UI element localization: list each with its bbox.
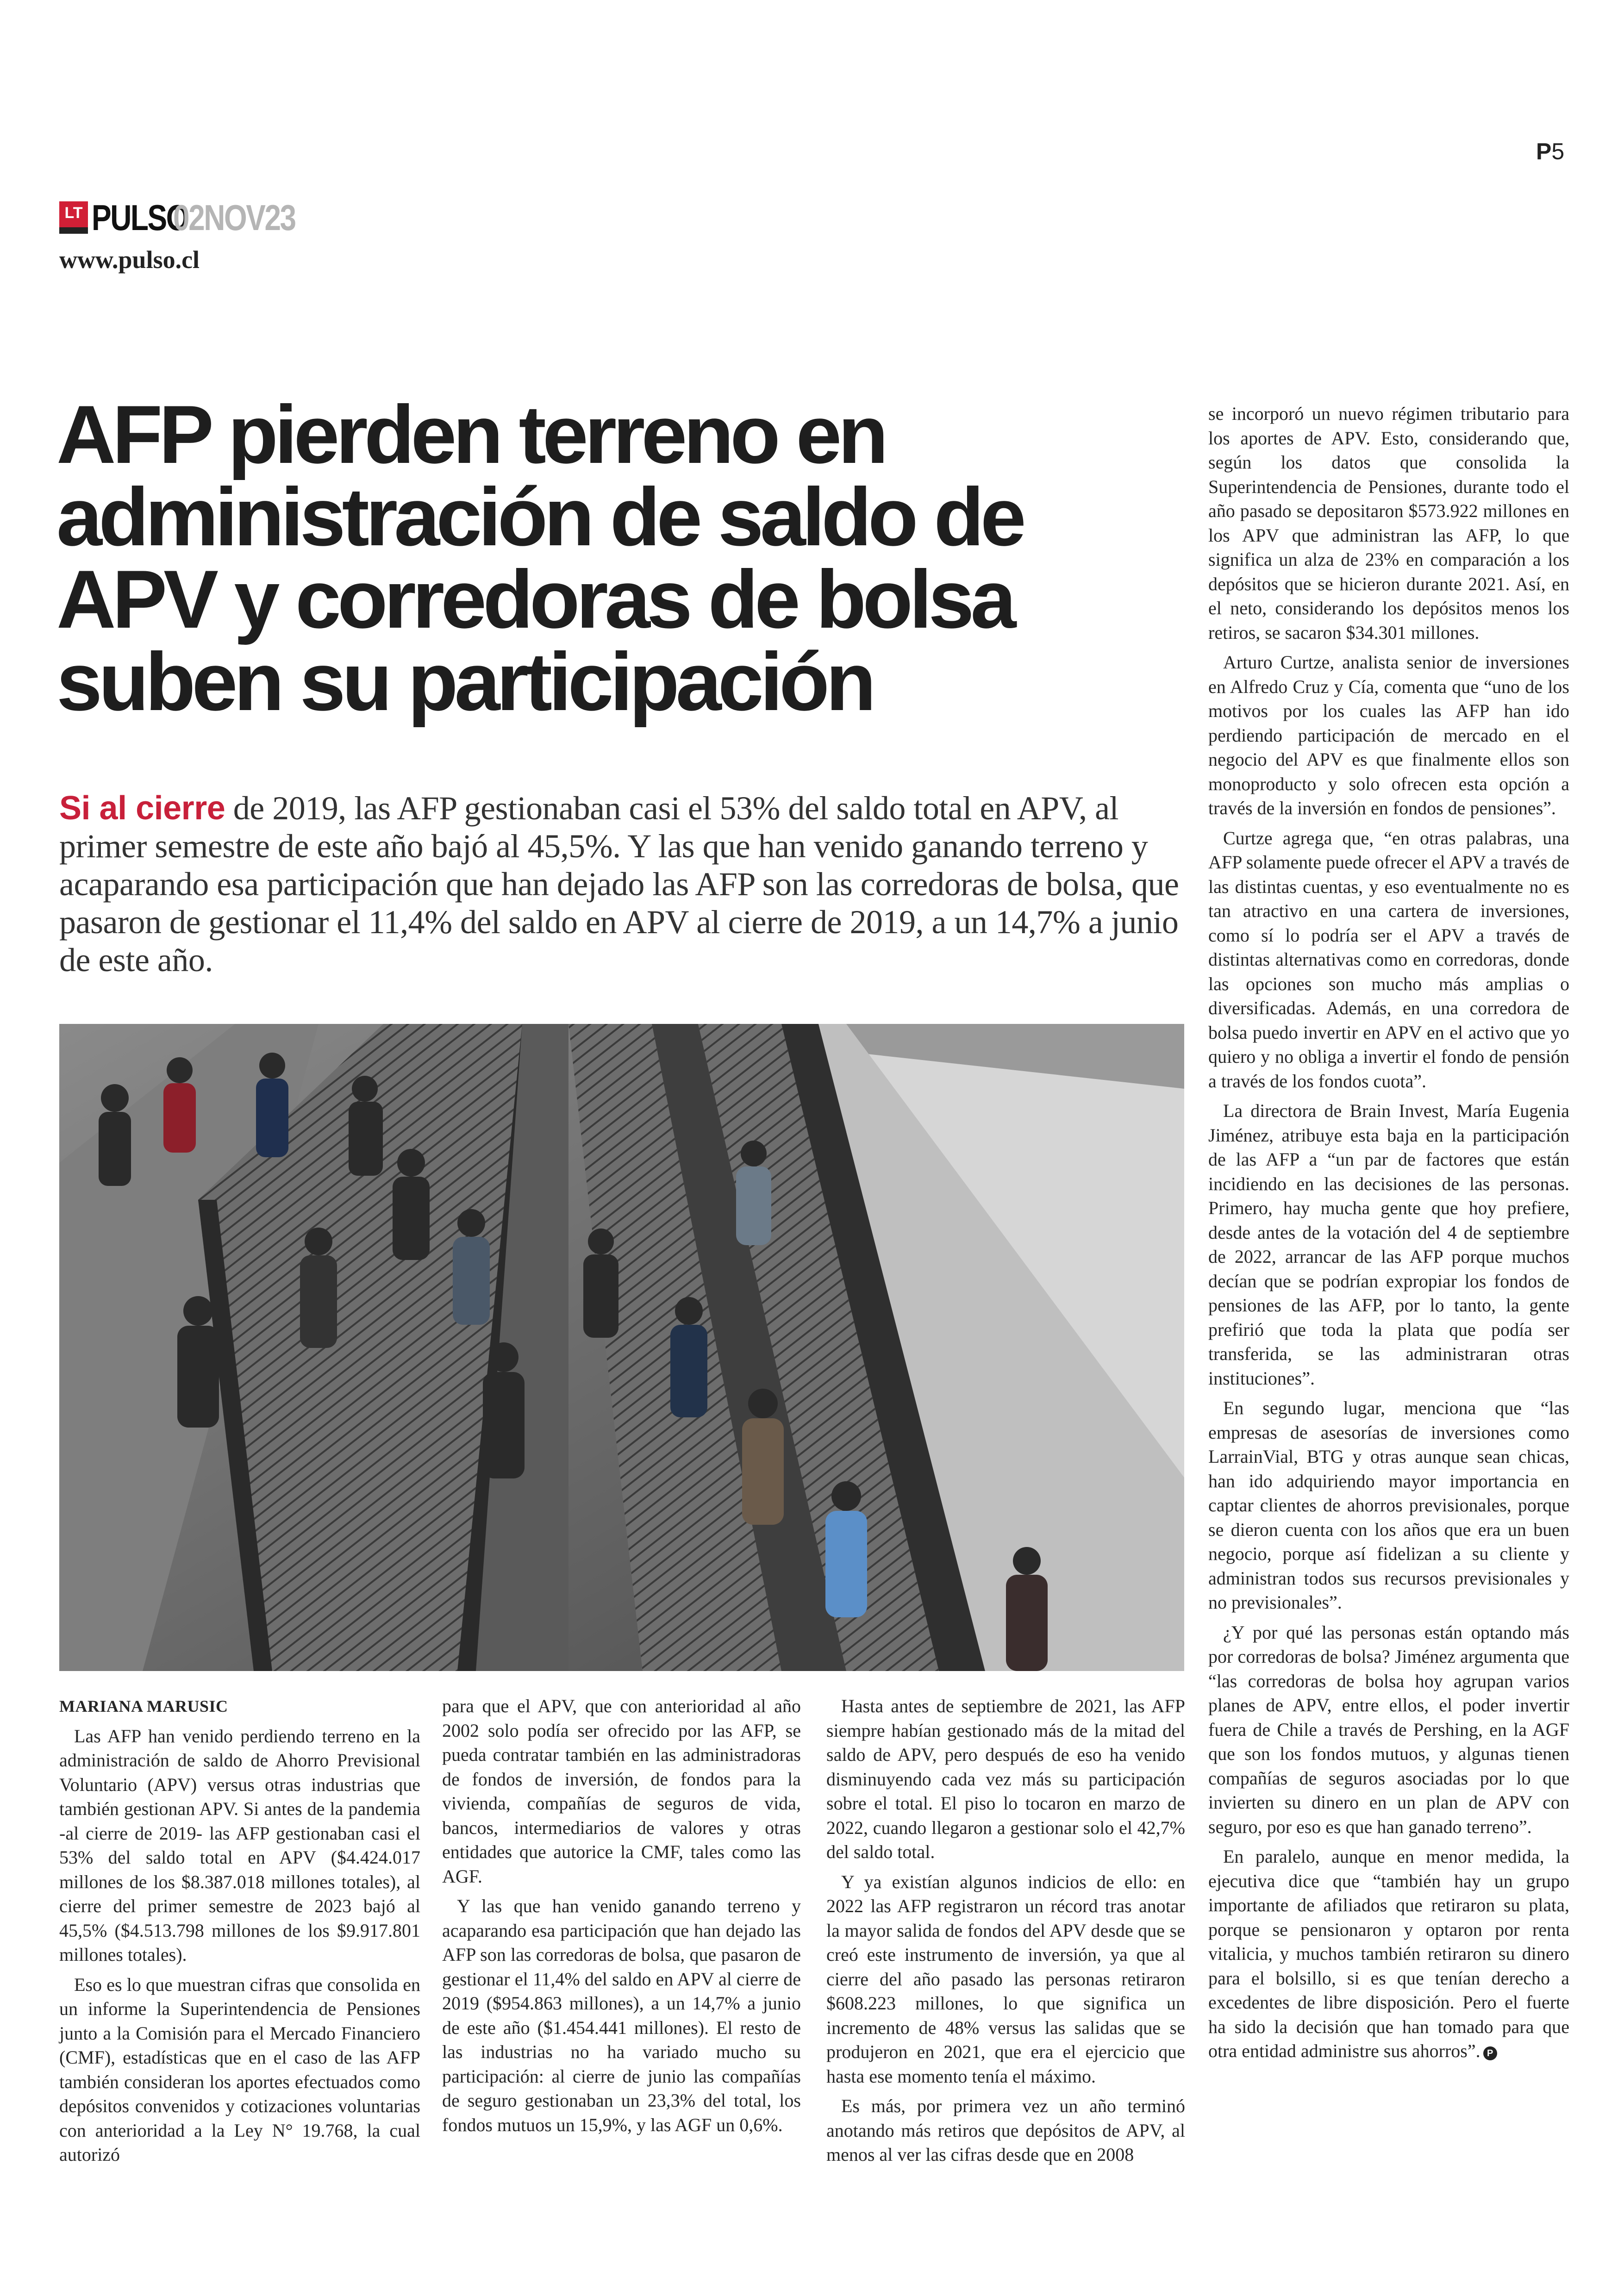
escalator-photo-illustration	[59, 1024, 1184, 1671]
masthead	[59, 199, 322, 236]
body-paragraph: Hasta antes de septiembre de 2021, las AFP siempre habían gestionado más de la mitad del saldo de APV, pero después de eso ha venido disminuyendo cada vez más su participación sobre el total. El piso lo tocaron en marzo de 2022, cuando llegaron a gestionar solo el 42,7% del saldo total.	[826, 1696, 1185, 1862]
end-mark-icon: P	[1483, 2046, 1497, 2060]
body-column-1	[59, 1694, 420, 2173]
body-column-3	[826, 1694, 1185, 2173]
page-number-value: 5	[1551, 138, 1565, 164]
issue-date: 02NOV23	[173, 197, 295, 238]
body-paragraph: Y ya existían algunos indicios de ello: en 2022 las AFP registraron un récord tras anotar la mayor salida de fondos del APV desde que se creó este instrumento de inversión, ya que al cierre del año pasado las personas retiraron $608.223 millones, lo que significa un incremento de 48% versus las salidas que se produjeron en 2021, que era el ejercicio que hasta ese momento tenía el máximo.	[826, 1871, 1185, 2087]
body-paragraph: En segundo lugar, menciona que “las empresas de asesorías de inversiones como LarrainVial, BTG y otras aunque sean chicas, han ido adquiriendo mayor importancia en captar clientes de ahorros previsionales, porque se dieron cuenta con los años que era un buen negocio, porque así fidelizan a su cliente y administran todos sus recursos previsionales y no previsionales”.	[1208, 1397, 1569, 1613]
site-url[interactable]: www.pulso.cl	[59, 246, 200, 274]
escalator-photo	[59, 1024, 1184, 1671]
byline: MARIANA MARUSIC	[59, 1697, 228, 1715]
body-paragraph: para que el APV, que con anterioridad al año 2002 solo podía ser ofrecido por las AFP, se pueda contratar también en las administradoras de fondos de inversión, de fondos para la vivienda, compañías de seguros de vida, bancos, intermediarios de valores y otras entidades que autorice la CMF, tales como las AGF.	[442, 1696, 801, 1887]
page-number	[1536, 138, 1564, 165]
body-column-4	[1208, 402, 1569, 2069]
body-paragraph: se incorporó un nuevo régimen tributario para los aportes de APV. Esto, considerando que, según los datos que consolida la Superintendencia de Pensiones, durante todo el año pasado se depositaron $573.922 millones en los APV que administran las AFP, lo que significa un alza de 23% en comparación a los depósitos que se hicieron durante 2021. Así, en el neto, considerando los depósitos menos los retiros, se sacaron $34.301 millones.	[1208, 403, 1569, 643]
body-paragraph: Curtze agrega que, “en otras palabras, una AFP solamente puede ofrecer el APV a través de las distintas cuentas, y eso eventualmente no es tan atractivo en una cartera de inversiones, como sí lo podría ser el APV a través de distintas alternativas como en corredoras, donde las opciones son mucho más amplias o diversificadas. Además, en una corredora de bolsa puedo invertir en APV en el activo que yo quiero y no obliga a invertir el fondo de pensión a través de los fondos cuota”.	[1208, 827, 1569, 1091]
lead-text: de 2019, las AFP gestionaban casi el 53% del saldo total en APV, al primer semestre de este año bajó al 45,5%. Y las que han venido ganando terreno y acaparando esa participación que han dejado las AFP son las corredoras de bolsa, que pasaron de gestionar el 11,4% del saldo en APV al cierre de 2019, a un 14,7% a junio de este año.	[59, 790, 1179, 979]
body-paragraph-final	[1208, 1845, 1569, 2064]
page-prefix: P	[1536, 138, 1552, 164]
body-column-2	[442, 1694, 801, 2143]
body-paragraph: ¿Y por qué las personas están optando más por corredoras de bolsa? Jiménez argumenta que “las corredoras de bolsa hoy agrupan varios planes de APV, entre ellos, el poder invertir fuera de Chile a través de Pershing, en la AGF que son los fondos mutuos, y algunas tienen compañías de seguros asociadas por lo que invierten su dinero en un plan de APV con seguro, por eso es que han ganado terreno”.	[1208, 1621, 1569, 1837]
body-paragraph: Arturo Curtze, analista senior de inversiones en Alfredo Cruz y Cía, comenta que “uno de los motivos por los cuales las AFP han ido perdiendo participación de mercado en el negocio del APV es que finalmente ellos son monoproducto y solo ofrecen esta opción a través de la inversión en fondos de pensiones”.	[1208, 652, 1569, 818]
body-paragraph: Las AFP han venido perdiendo terreno en la administración de saldo de Ahorro Previsional Voluntario (APV) versus otras industrias que también gestionan APV. Si antes de la pandemia -al cierre de 2019- las AFP gestionaban casi el 53% del saldo total en APV ($4.424.017 millones de los $8.387.018 millones totales), al cierre del primer semestre de 2023 bajó al 45,5% ($4.513.798 millones de los $9.917.801 millones totales).	[59, 1725, 420, 1965]
headline: AFP pierden terreno en administración de saldo de APV y corredoras de bolsa suben su participación	[56, 388, 1023, 728]
body-paragraph: Y las que han venido ganando terreno y acaparando esa participación que han dejado las AFP son las corredoras de bolsa, que pasaron de gestionar el 11,4% del saldo en APV al cierre de 2019 ($954.863 millones), a un 14,7% a junio de este año ($1.454.441 millones). El resto de las industrias no ha variado mucho su participación: al cierre de junio las compañías de seguro gestionaban un 23,3% del total, los fondos mutuos un 15,9%, y las AGF un 0,6%.	[442, 1896, 801, 2135]
lead-kicker: Si al cierre	[59, 790, 225, 827]
brand-name: PULSO	[92, 197, 188, 238]
lead-paragraph	[59, 789, 1184, 979]
body-paragraph: Es más, por primera vez un año terminó anotando más retiros que depósitos de APV, al menos al ver las cifras desde que en 2008	[826, 2095, 1185, 2165]
body-paragraph: Eso es lo que muestran cifras que consolida en un informe la Superintendencia de Pensiones junto a la Comisión para el Mercado Financiero (CMF), estadísticas que en el caso de las AFP también consideran los aportes efectuados como depósitos convenidos y cotizaciones voluntarias con anterioridad a la Ley N° 19.768, la cual autorizó	[59, 1974, 420, 2165]
body-paragraph-text: En paralelo, aunque en menor medida, la ejecutiva dice que “también hay un grupo importante de afiliados que retiraron su plata, porque se pensionaron y optaron por renta vitalicia, y muchos también retiraron su dinero para el bolsillo, si es que tenían derecho a excedentes de libre disposición. Pero el fuerte ha sido la decisión que han tomado para que otra entidad administre sus ahorros”.	[1208, 1846, 1569, 2061]
lt-logo: LT	[59, 201, 88, 234]
body-paragraph: La directora de Brain Invest, María Eugenia Jiménez, atribuye esta baja en la participación de las AFP a “un par de factores que están incidiendo en las decisiones de las personas. Primero, hay mucha gente que hoy prefiere, desde antes de la votación del 4 de septiembre de 2022, arrancar de las AFP porque muchos decían que se podrían expropiar los fondos de pensiones de las AFP, por lo tanto, la gente prefirió que toda la plata que podía ser transferida, se las administraran otras instituciones”.	[1208, 1100, 1569, 1389]
